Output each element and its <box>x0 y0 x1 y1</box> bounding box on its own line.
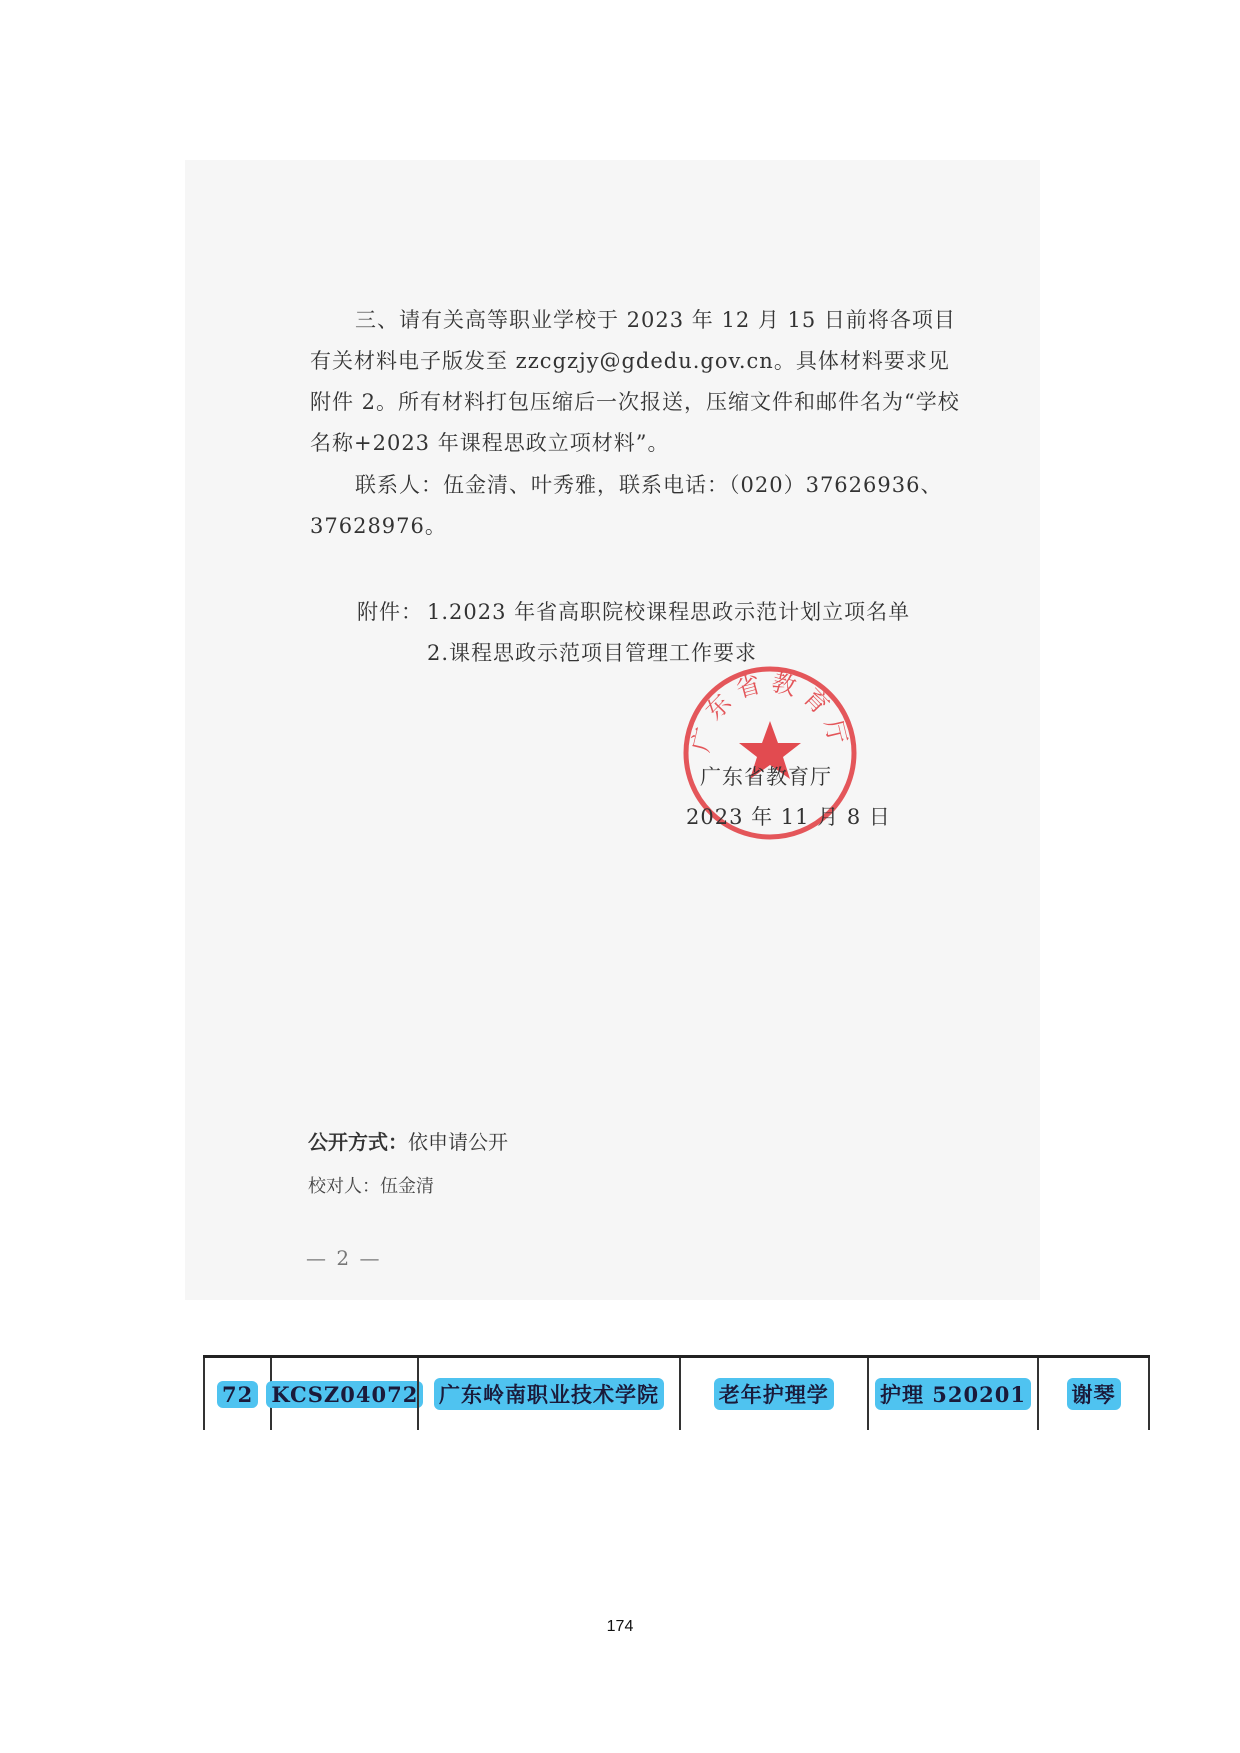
disclosure-line <box>308 1126 508 1155</box>
cell-text: 广东岭南职业技术学院 <box>434 1378 664 1410</box>
signature-date: 2023 年 11 月 8 日 <box>686 805 891 829</box>
paragraph-contact: 联系人：伍金清、叶秀雅，联系电话：（020）37626936、37628976。 <box>310 473 943 538</box>
proofreader: 校对人：伍金清 <box>308 1176 434 1197</box>
cell-text: 谢琴 <box>1067 1378 1121 1410</box>
attachment-item-1: 1.2023 年省高职院校课程思政示范计划立项名单 <box>427 600 911 624</box>
disclosure-value: 依申请公开 <box>408 1130 508 1154</box>
table-row <box>203 1355 1150 1430</box>
cell-text: 护理 520201 <box>875 1378 1031 1410</box>
attachments <box>357 592 910 674</box>
signature-org: 广东省教育厅 <box>700 765 832 789</box>
page-number: 174 <box>606 1618 634 1635</box>
table-cell-lead <box>1037 1358 1150 1430</box>
cell-text: KCSZ04072 <box>266 1381 423 1408</box>
signature-block <box>686 757 891 837</box>
svg-text:广东省教育厅: 广东省教育厅 <box>686 668 854 755</box>
attachment-item-2: 2.课程思政示范项目管理工作要求 <box>427 641 758 665</box>
cell-text: 72 <box>217 1381 258 1408</box>
inner-page-number: — 2 — <box>306 1246 382 1270</box>
table-cell-code <box>270 1358 417 1430</box>
paragraph-submission: 三、请有关高等职业学校于 2023 年 12 月 15 日前将各项目有关材料电子版发至 zzcgzjy@gdedu.gov.cn。具体材料要求见附件 2。所有材料打包压缩后一次报送，压缩文件和邮件名为“学校名称+2023 年课程思政立项材料”。 <box>310 308 960 455</box>
cell-text: 老年护理学 <box>714 1378 834 1410</box>
table-cell-course <box>679 1358 867 1430</box>
disclosure-label: 公开方式： <box>308 1130 408 1154</box>
table-cell-major <box>867 1358 1037 1430</box>
table-cell-index <box>203 1358 270 1430</box>
table-cell-school <box>417 1358 678 1430</box>
attachments-label: 附件： <box>357 600 423 624</box>
